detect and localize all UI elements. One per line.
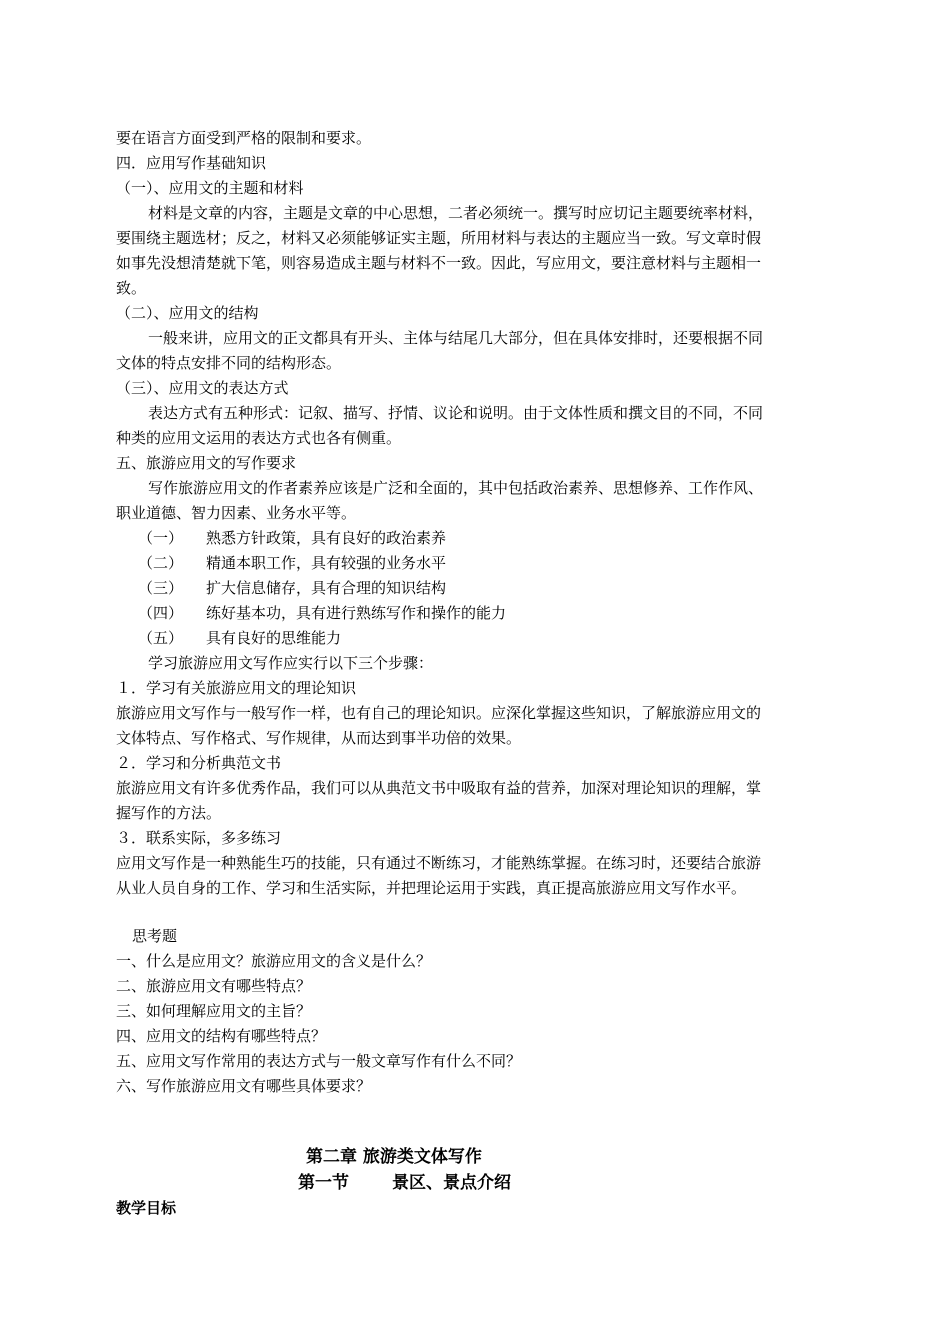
paragraph-line: 文体特点、写作格式、写作规律，从而达到事半功倍的效果。	[116, 729, 522, 747]
step-heading: ３．联系实际，多多练习	[116, 829, 282, 847]
question-item: 二、旅游应用文有哪些特点？	[116, 977, 312, 995]
step-heading: １．学习有关旅游应用文的理论知识	[116, 679, 357, 697]
objectives-heading: 教学目标	[116, 1199, 177, 1217]
question-item: 三、如何理解应用文的主旨？	[116, 1002, 312, 1020]
question-item: 六、写作旅游应用文有哪些具体要求？	[116, 1077, 372, 1095]
paragraph-line: 如事先没想清楚就下笔，则容易造成主题与材料不一致。因此，写应用文，要注意材料与主题相一	[116, 254, 762, 272]
steps-intro: 学习旅游应用文写作应实行以下三个步骤：	[148, 654, 434, 672]
paragraph-line: 一般来讲，应用文的正文都具有开头、主体与结尾几大部分，但在具体安排时，还要根据不同	[148, 329, 764, 347]
paragraph-line: 材料是文章的内容，主题是文章的中心思想，二者必须统一。撰写时应切记主题要统率材料，	[148, 204, 764, 222]
section-title: 景区、景点介绍	[392, 1173, 511, 1193]
paragraph-line: 应用文写作是一种熟能生巧的技能，只有通过不断练习，才能熟练掌握。在练习时，还要结合旅游	[116, 854, 762, 872]
question-item: 一、什么是应用文？旅游应用文的含义是什么？	[116, 952, 432, 970]
chapter-title: 第二章 旅游类文体写作	[306, 1147, 482, 1167]
paragraph-line: 旅游应用文有许多优秀作品，我们可以从典范文书中吸取有益的营养，加深对理论知识的理解，掌	[116, 779, 762, 797]
requirement-text: 精通本职工作，具有较强的业务水平	[206, 554, 447, 572]
paragraph-line: 写作旅游应用文的作者素养应该是广泛和全面的，其中包括政治素养、思想修养、工作作风、	[148, 479, 764, 497]
requirement-number: （三）	[138, 579, 184, 597]
requirement-item	[138, 528, 446, 548]
paragraph-line: 要在语言方面受到严格的限制和要求。	[116, 129, 372, 147]
subsection-heading: （二）、应用文的结构	[116, 304, 259, 322]
subsection-heading: （一）、应用文的主题和材料	[116, 179, 304, 197]
section-number: 第一节	[298, 1173, 349, 1193]
requirement-text: 练好基本功，具有进行熟练写作和操作的能力	[206, 604, 507, 622]
paragraph-line: 握写作的方法。	[116, 804, 222, 822]
paragraph-line: 职业道德、智力因素、业务水平等。	[116, 504, 357, 522]
paragraph-line: 旅游应用文写作与一般写作一样，也有自己的理论知识。应深化掌握这些知识，了解旅游应用文的	[116, 704, 762, 722]
requirement-number: （一）	[138, 529, 184, 547]
paragraph-line: 从业人员自身的工作、学习和生活实际，并把理论运用于实践，真正提高旅游应用文写作水平。	[116, 879, 747, 897]
requirement-item	[138, 578, 446, 598]
question-item: 五、应用文写作常用的表达方式与一般文章写作有什么不同？	[116, 1052, 522, 1070]
requirement-item	[138, 628, 341, 648]
paragraph-line: 种类的应用文运用的表达方式也各有侧重。	[116, 429, 402, 447]
requirement-item	[138, 553, 446, 573]
requirement-number: （四）	[138, 604, 184, 622]
paragraph-line: 致。	[116, 279, 147, 297]
section-heading: 四．应用写作基础知识	[116, 154, 267, 172]
questions-title: 思考题	[132, 927, 178, 945]
requirement-text: 熟悉方针政策，具有良好的政治素养	[206, 529, 447, 547]
subsection-heading: （三）、应用文的表达方式	[116, 379, 289, 397]
requirement-text: 扩大信息储存，具有合理的知识结构	[206, 579, 447, 597]
requirement-text: 具有良好的思维能力	[206, 629, 342, 647]
requirement-number: （二）	[138, 554, 184, 572]
section-heading: 五、旅游应用文的写作要求	[116, 454, 297, 472]
requirement-number: （五）	[138, 629, 184, 647]
question-item: 四、应用文的结构有哪些特点？	[116, 1027, 327, 1045]
step-heading: ２．学习和分析典范文书	[116, 754, 282, 772]
paragraph-line: 文体的特点安排不同的结构形态。	[116, 354, 342, 372]
paragraph-line: 要围绕主题选材；反之，材料又必须能够证实主题，所用材料与表达的主题应当一致。写文章时假	[116, 229, 762, 247]
paragraph-line: 表达方式有五种形式：记叙、描写、抒情、议论和说明。由于文体性质和撰文目的不同，不同	[148, 404, 764, 422]
requirement-item	[138, 603, 506, 623]
